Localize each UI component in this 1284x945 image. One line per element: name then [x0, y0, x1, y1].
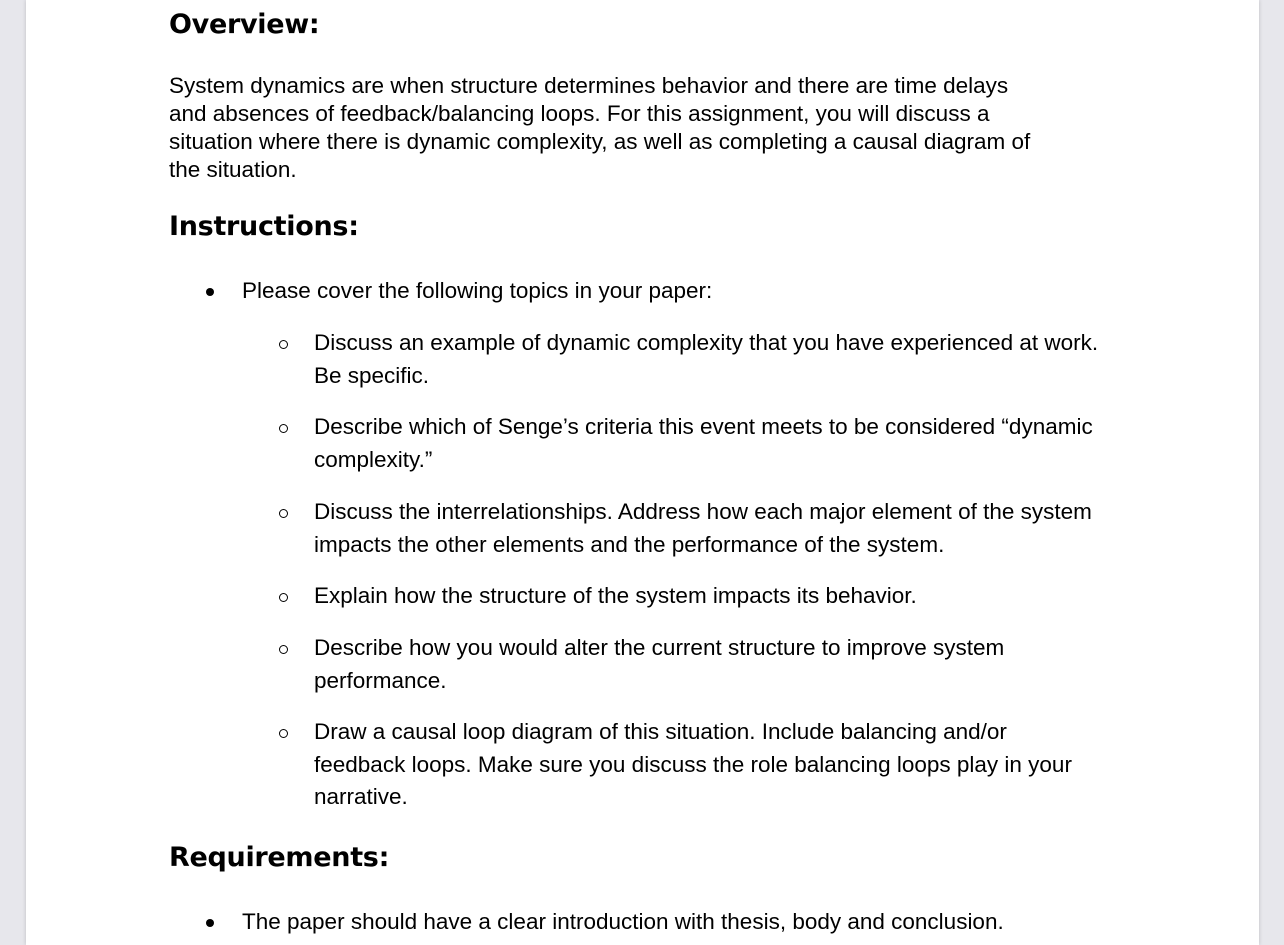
hollow-circle-bullet-icon — [279, 729, 288, 738]
hollow-circle-bullet-icon — [279, 593, 288, 602]
bullet-dot-icon — [206, 288, 214, 296]
instructions-heading: Instructions: — [169, 211, 359, 242]
bullet-text: The paper should have a clear introduction with thesis, body and conclusion. — [242, 909, 1004, 934]
overview-line: situation where there is dynamic complexity, as well as completing a causal diagram of — [169, 129, 1031, 154]
sub-item-text: Describe how you would alter the current structure to improve system performance. — [314, 635, 1005, 693]
sub-item-text: Discuss an example of dynamic complexity that you have experienced at work. Be specific. — [314, 330, 1099, 388]
sub-item-text: Draw a causal loop diagram of this situation. Include balancing and/or feedback loops. Make sure you discuss the role balancing loops play in your narrative. — [314, 719, 1072, 809]
hollow-circle-bullet-icon — [279, 645, 288, 654]
overview-line: and absences of feedback/balancing loops. For this assignment, you will discuss a — [169, 101, 990, 126]
overview-line: the situation. — [169, 157, 297, 182]
bullet-dot-icon — [206, 919, 214, 927]
bullet-text: Please cover the following topics in your paper: — [242, 278, 713, 303]
document-page — [26, 0, 1259, 945]
sub-item-text: Explain how the structure of the system impacts its behavior. — [314, 583, 917, 608]
overview-line: System dynamics are when structure determines behavior and there are time delays — [169, 73, 1009, 98]
sub-item-text: Describe which of Senge’s criteria this event meets to be considered “dynamic complexity.” — [314, 414, 1093, 472]
hollow-circle-bullet-icon — [279, 424, 288, 433]
sub-item-text: Discuss the interrelationships. Address how each major element of the system impacts the other elements and the performance of the system. — [314, 499, 1092, 557]
overview-paragraph — [169, 72, 1109, 184]
hollow-circle-bullet-icon — [279, 509, 288, 518]
overview-heading: Overview: — [169, 9, 320, 40]
hollow-circle-bullet-icon — [279, 340, 288, 349]
requirements-heading: Requirements: — [169, 842, 390, 873]
